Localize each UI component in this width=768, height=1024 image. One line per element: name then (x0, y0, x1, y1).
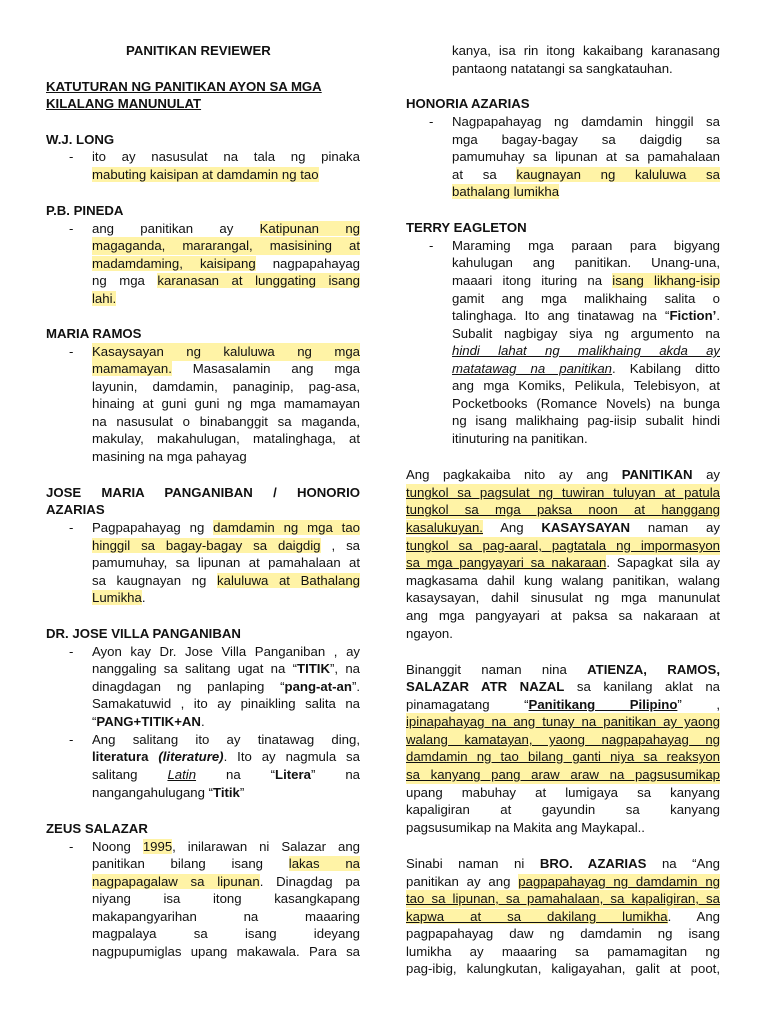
section-heading-line-2: KILALANG MANUNULAT (46, 96, 202, 111)
para1-line-8: kasaysayan, dahil sinusulat ng mga manunulat (406, 590, 720, 605)
long-line-2: mabuting kaisipan at damdamin ng tao (92, 167, 319, 182)
author-heading-maria-ramos: MARIA RAMOS (46, 326, 142, 341)
para2-line-3: pinamagatang “Panitikang Pilipino” , (406, 697, 720, 712)
para1-line-4: kasalukuyan. Ang KASAYSAYAN naman ay (406, 520, 720, 535)
azarias-line-4: at sa kaugnayan ng kaluluwa sa (452, 167, 720, 182)
jmp-line-5: Lumikha. (92, 590, 146, 605)
para3-line-2: panitikan ay ang pagpapahayag ng damdamin ng (406, 874, 720, 889)
bullet-dash: - (429, 114, 434, 129)
para3-line-4: kapwa at sa dakilang lumikha. Ang (406, 909, 720, 924)
pineda-line-3: madamdaming, kaisipang nagpapahayag (92, 256, 360, 271)
eagleton-line-6: Subalit nagbigay siya ng argumento na (452, 326, 720, 341)
pineda-line-2: magaganda, mararangal, masisining at (92, 238, 360, 253)
para2-line-8: upang mabuhay at lumigaya sa kanyang (406, 785, 720, 800)
bullet-dash: - (69, 221, 74, 236)
author-heading-jose-maria-panganiban-2: AZARIAS (46, 502, 105, 517)
para2-line-2: SALAZAR ATR NAZAL sa kanilang aklat na (406, 679, 720, 694)
pineda-line-4: ng mga karanasan at lunggating isang (92, 273, 360, 288)
eagleton-line-1: Maraming mga paraan para bigyang (452, 238, 720, 253)
bullet-dash: - (429, 238, 434, 253)
author-heading-terry-eagleton: TERRY EAGLETON (406, 220, 527, 235)
azarias-line-5: bathalang lumikha (452, 184, 560, 199)
para1-line-3: tungkol sa mga paksa noon at hanggang (406, 502, 720, 517)
jmp-line-2: hinggil sa bagay-bagay sa daigdig , sa (92, 538, 360, 553)
bullet-dash: - (69, 149, 74, 164)
eagleton-line-3: maaari itong ituring na isang likhang-isip (452, 273, 720, 288)
eagleton-line-11: ng isang malikhaing pag-iisip subalit hindi (452, 413, 720, 428)
section-heading-line-1: KATUTURAN NG PANITIKAN AYON SA MGA (46, 79, 322, 94)
ramos-line-3: layunin, damdamin, panaginip, pag-asa, (92, 379, 360, 394)
para3-line-7: pag-ibig, kalungkutan, kaligayahan, galit at poot, (406, 961, 720, 976)
author-heading-pb-pineda: P.B. PINEDA (46, 203, 124, 218)
para3-line-1: Sinabi naman ni BRO. AZARIAS na “Ang (406, 856, 720, 871)
eagleton-line-9: ang mga Komiks, Pelikula, Telebisyon, at (452, 378, 720, 393)
azarias-line-1: Nagpapahayag ng damdamin hinggil sa (452, 114, 720, 129)
para2-line-5: walang kamatayan, yaong nagpapahayag ng (406, 732, 720, 747)
jvp-line-3: dinagdagan ng panlaping “pang-at-an”. (92, 679, 360, 694)
ramos-line-4: hinaing at guni guni ng mga mamamayan (92, 396, 360, 411)
long-line-1: ito ay nasusulat na tala ng pinaka (92, 149, 360, 164)
jvp-line-2: nanggaling sa salitang ugat na “TITIK”, na (92, 661, 360, 676)
eagleton-line-7: hindi lahat ng malikhaing akda ay (452, 343, 720, 358)
eagleton-line-5: talinghaga. Ito ang tinatawag na “Fiction’. (452, 308, 720, 323)
jmp-line-1: Pagpapahayag ng damdamin ng mga tao (92, 520, 360, 535)
author-heading-honoria-azarias: HONORIA AZARIAS (406, 96, 530, 111)
para3-line-5: pagpapahayag daw ng damdamin ng isang (406, 926, 720, 941)
jvp-line-5: “PANG+TITIK+AN. (92, 714, 205, 729)
pineda-line-5: lahi. (92, 291, 117, 306)
ramos-line-2: mamamayan. Masasalamin ang mga (92, 361, 360, 376)
jvp-line-9: nangangahulugang “Titik” (92, 785, 245, 800)
jmp-line-4: sa kaugnayan ng kaluluwa at Bathalang (92, 573, 360, 588)
para3-line-6: lumikha ay maaaring sa pamamagitan ng (406, 944, 720, 959)
para2-line-9: kapaligiran at gayundin sa kanyang (406, 802, 720, 817)
eagleton-line-12: itinuturing na panitikan. (452, 431, 588, 446)
salazar-continued-line-1: kanya, isa rin itong kakaibang karanasang (452, 43, 720, 58)
pineda-line-1: ang panitikan ay Katipunan ng (92, 221, 360, 236)
para2-line-4: ipinapahayag na ang tunay na panitikan ay yaong (406, 714, 720, 729)
para2-line-1: Binanggit naman nina ATIENZA, RAMOS, (406, 662, 720, 677)
author-heading-wj-long: W.J. LONG (46, 132, 115, 147)
salazar-continued-line-2: pantaong natatangi sa sangkatauhan. (452, 61, 673, 76)
salazar-line-2: panitikan bilang isang lakas na (92, 856, 360, 871)
para1-line-2: tungkol sa pagsulat ng tuwiran tuluyan at patula (406, 485, 720, 500)
eagleton-line-4: gamit ang mga malikhaing salita o (452, 291, 720, 306)
bullet-dash: - (69, 644, 74, 659)
para3-line-3: tao sa lipunan, sa pamahalaan, sa kapaligiran, sa (406, 891, 720, 906)
author-heading-jose-villa-panganiban: DR. JOSE VILLA PANGANIBAN (46, 626, 241, 641)
salazar-line-5: makapangyarihan na maaaring (92, 909, 360, 924)
salazar-line-6: magpalaya sa isang ideyang (92, 926, 360, 941)
eagleton-line-2: kahulugan ang panitikan. Unang-una, (452, 255, 720, 270)
azarias-line-3: pamumuhay sa lipunan at sa pamahalaan (452, 149, 720, 164)
bullet-dash: - (69, 732, 74, 747)
para1-line-10: ngayon. (406, 626, 453, 641)
ramos-line-7: masining na mga pahayag (92, 449, 247, 464)
eagleton-line-8: matatawag na panitikan. Kabilang ditto (452, 361, 720, 376)
salazar-line-3: nagpapagalaw sa lipunan. Dinagdag pa (92, 874, 360, 889)
salazar-line-1: Noong 1995, inilarawan ni Salazar ang (92, 839, 360, 854)
jmp-line-3: pamumuhay, sa lipunan at pamahalaan at (92, 555, 360, 570)
para1-line-9: ang mga pangyayari at paksa sa nakaraan at (406, 608, 720, 623)
jvp-line-6: Ang salitang ito ay tinatawag ding, (92, 732, 360, 747)
para1-line-6: sa mga pangyayari sa nakaraan. Sapagkat sila ay (406, 555, 720, 570)
salazar-line-4: niyang isa itong kasangkapang (92, 891, 360, 906)
para2-line-10: pagsusumikap na Makita ang Maykapal.. (406, 820, 645, 835)
ramos-line-6: makulay, makahulugan, matalinghaga, at (92, 431, 360, 446)
jvp-line-1: Ayon kay Dr. Jose Villa Panganiban , ay (92, 644, 360, 659)
page-title: PANITIKAN REVIEWER (126, 43, 271, 58)
author-heading-jose-maria-panganiban: JOSE MARIA PANGANIBAN / HONORIO (46, 485, 360, 500)
para2-line-7: sa kanyang pang araw araw na pagsusumikap (406, 767, 720, 782)
bullet-dash: - (69, 520, 74, 535)
bullet-dash: - (69, 344, 74, 359)
ramos-line-5: na nasusulat o binabanggit sa maganda, (92, 414, 360, 429)
ramos-line-1: Kasaysayan ng kaluluwa ng mga (92, 344, 360, 359)
salazar-line-7: nagpupumiglas upang makawala. Para sa (92, 944, 360, 959)
para1-line-5: tungkol sa pag-aaral, pagtatala ng impormasyon (406, 538, 720, 553)
jvp-line-8: salitang Latin na “Litera” na (92, 767, 360, 782)
eagleton-line-10: Pocketbooks (Romance Novels) na bunga (452, 396, 720, 411)
author-heading-zeus-salazar: ZEUS SALAZAR (46, 821, 148, 836)
bullet-dash: - (69, 839, 74, 854)
para2-line-6: damdamin ng tao bilang ganti niya sa reaksyon (406, 749, 720, 764)
para1-line-1: Ang pagkakaiba nito ay ang PANITIKAN ay (406, 467, 720, 482)
jvp-line-7: literatura (literature). Ito ay nagmula sa (92, 749, 360, 764)
jvp-line-4: Samakatuwid , ito ay pinaikling salita na (92, 696, 360, 711)
para1-line-7: magkasama dahil kung walang panitikan, walang (406, 573, 720, 588)
azarias-line-2: mga bagay-bagay sa daigdig sa (452, 132, 720, 147)
